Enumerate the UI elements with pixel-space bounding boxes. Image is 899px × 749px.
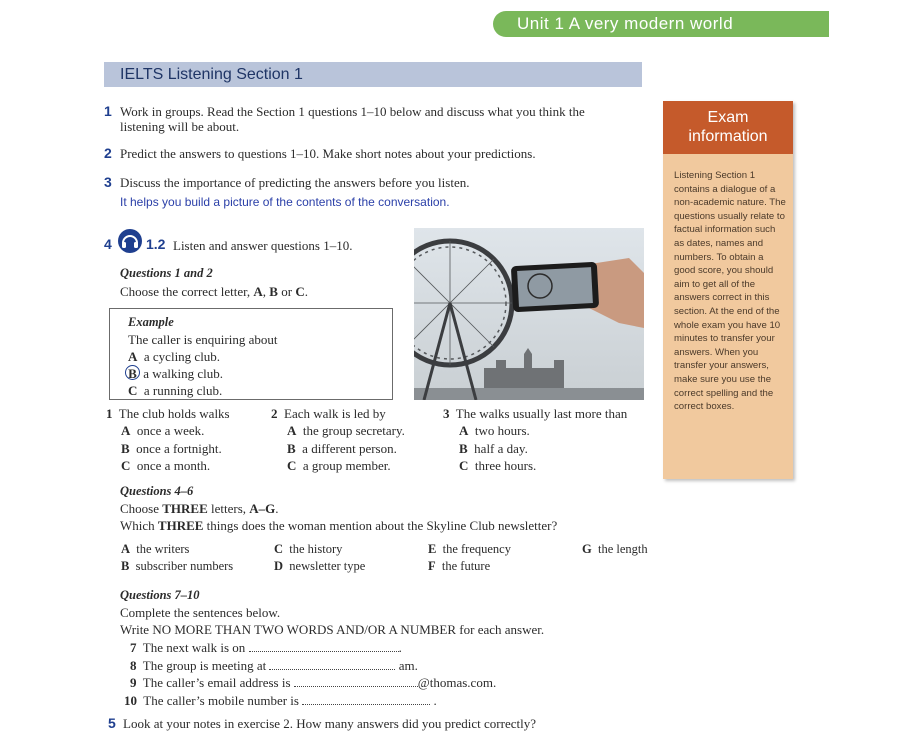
exam-information-title bbox=[663, 101, 793, 154]
option-letter: A bbox=[121, 542, 131, 556]
question-2-stem bbox=[271, 406, 386, 422]
exercise-1-text-line1: Work in groups. Read the Section 1 questions 1–10 below and discuss what you think the bbox=[120, 104, 585, 119]
questions-1-2-heading: Questions 1 and 2 bbox=[120, 266, 213, 280]
option-letter: A bbox=[121, 423, 131, 438]
instr-text: Which bbox=[120, 518, 158, 533]
example-option-a bbox=[128, 349, 220, 365]
question-number: 1 bbox=[106, 406, 113, 421]
q4-6-option-e[interactable] bbox=[428, 542, 511, 557]
exercise-2-text: Predict the answers to questions 1–10. Make short notes about your predictions. bbox=[120, 146, 536, 161]
instr-text: things does the woman mention about the Skyline Club newsletter? bbox=[203, 518, 558, 533]
exercise-3-number: 3 bbox=[104, 174, 112, 190]
question-8 bbox=[130, 658, 418, 674]
q2-option-a[interactable] bbox=[287, 423, 405, 439]
question-text: The next walk is on bbox=[142, 640, 246, 655]
instr-range: A–G bbox=[249, 501, 276, 516]
option-letter: A bbox=[287, 423, 297, 438]
circled-answer: B bbox=[125, 365, 140, 380]
option-letter: G bbox=[582, 542, 592, 556]
exercise-3-text: Discuss the importance of predicting the answers before you listen. bbox=[120, 175, 470, 190]
question-7 bbox=[130, 640, 402, 656]
q4-6-option-d[interactable] bbox=[274, 559, 365, 574]
example-stem: The caller is enquiring about bbox=[128, 332, 278, 347]
q1-option-b[interactable] bbox=[121, 441, 222, 457]
instr-bold: THREE bbox=[162, 501, 208, 516]
option-text: the future bbox=[441, 559, 491, 573]
exercise-5-text: Look at your notes in exercise 2. How many answers did you predict correctly? bbox=[123, 716, 536, 731]
option-letter: C bbox=[287, 458, 297, 473]
question-end: @thomas.com. bbox=[417, 675, 497, 690]
option-letter: B bbox=[121, 559, 130, 573]
question-number: 2 bbox=[271, 406, 278, 421]
instr-text: Choose bbox=[120, 501, 163, 516]
questions-1-2-instruction bbox=[120, 284, 308, 300]
example-option-b bbox=[128, 365, 223, 382]
question-10 bbox=[124, 693, 437, 709]
option-letter: E bbox=[428, 542, 437, 556]
exam-information-box bbox=[663, 101, 793, 479]
option-letter: D bbox=[274, 559, 284, 573]
q2-option-b[interactable] bbox=[287, 441, 397, 457]
question-text: The caller’s email address is bbox=[142, 675, 291, 690]
q2-option-c[interactable] bbox=[287, 458, 391, 474]
q4-6-option-g[interactable] bbox=[582, 542, 648, 557]
question-text: The walks usually last more than bbox=[455, 406, 628, 421]
option-letter: A bbox=[128, 349, 138, 364]
option-text: two hours. bbox=[474, 423, 530, 438]
answer-blank-9[interactable] bbox=[294, 676, 418, 687]
exercise-1-text-line2: listening will be about. bbox=[120, 119, 240, 134]
questions-4-6-heading: Questions 4–6 bbox=[120, 484, 194, 498]
question-text: The club holds walks bbox=[118, 406, 230, 421]
question-end: am. bbox=[398, 658, 418, 673]
option-letter: C bbox=[128, 383, 138, 398]
headphones-icon[interactable] bbox=[116, 228, 144, 254]
option-letter: B bbox=[121, 441, 130, 456]
q4-6-option-b[interactable] bbox=[121, 559, 233, 574]
question-number: 8 bbox=[130, 658, 137, 673]
question-3-stem bbox=[443, 406, 627, 422]
instr-end: . bbox=[304, 284, 308, 299]
q1-option-c[interactable] bbox=[121, 458, 210, 474]
q3-option-a[interactable] bbox=[459, 423, 530, 439]
option-letter: A bbox=[459, 423, 469, 438]
example-option-c bbox=[128, 383, 222, 399]
exam-title-line1: Exam bbox=[707, 109, 749, 126]
option-text: once a month. bbox=[136, 458, 211, 473]
track-number: 1.2 bbox=[146, 236, 166, 252]
instr-letter-c: C bbox=[295, 284, 305, 299]
option-text: the length bbox=[597, 542, 648, 556]
exercise-3-answer: It helps you build a picture of the contents of the conversation. bbox=[120, 195, 450, 209]
question-text: The group is meeting at bbox=[142, 658, 267, 673]
option-letter: C bbox=[121, 458, 131, 473]
question-text: The caller’s mobile number is bbox=[143, 693, 299, 708]
exercise-5-number: 5 bbox=[108, 715, 116, 731]
option-text: a cycling club. bbox=[143, 349, 221, 364]
option-text: the history bbox=[289, 542, 343, 556]
option-text: once a fortnight. bbox=[136, 441, 222, 456]
option-text: newsletter type bbox=[289, 559, 366, 573]
unit-banner: Unit 1 A very modern world bbox=[493, 11, 829, 37]
questions-7-10-instruction-1: Complete the sentences below. bbox=[120, 605, 281, 620]
question-1-stem bbox=[106, 406, 230, 422]
question-number: 3 bbox=[443, 406, 450, 421]
question-end: . bbox=[433, 693, 437, 708]
q3-option-c[interactable] bbox=[459, 458, 536, 474]
questions-7-10-heading: Questions 7–10 bbox=[120, 588, 200, 602]
section-title: IELTS Listening Section 1 bbox=[104, 62, 642, 87]
option-text: the frequency bbox=[442, 542, 511, 556]
question-number: 7 bbox=[130, 640, 137, 655]
instr-text: Choose the correct letter, bbox=[120, 284, 254, 299]
option-letter: C bbox=[459, 458, 469, 473]
option-text: the writers bbox=[136, 542, 190, 556]
questions-7-10-instruction-2: Write NO MORE THAN TWO WORDS AND/OR A NUMBER for each answer. bbox=[120, 622, 545, 637]
answer-blank-8[interactable] bbox=[269, 659, 395, 670]
question-number: 9 bbox=[130, 675, 137, 690]
option-letter: B bbox=[459, 441, 468, 456]
exercise-1-number: 1 bbox=[104, 103, 112, 119]
instr-bold: THREE bbox=[157, 518, 204, 533]
q1-option-a[interactable] bbox=[121, 423, 204, 439]
option-letter: B bbox=[287, 441, 296, 456]
instr-comma: , bbox=[262, 284, 270, 299]
option-text: once a week. bbox=[136, 423, 205, 438]
q4-6-option-f[interactable] bbox=[428, 559, 490, 574]
answer-blank-7[interactable] bbox=[249, 641, 399, 652]
option-text: a different person. bbox=[302, 441, 397, 456]
option-text: three hours. bbox=[474, 458, 537, 473]
option-text: a group member. bbox=[302, 458, 391, 473]
exam-title-line2: information bbox=[688, 128, 768, 145]
option-letter: F bbox=[428, 559, 436, 573]
instr-text: letters, bbox=[207, 501, 250, 516]
questions-4-6-instruction-1 bbox=[120, 501, 279, 517]
exercise-4-text: Listen and answer questions 1–10. bbox=[173, 238, 353, 253]
question-text: Each walk is led by bbox=[284, 406, 386, 421]
q4-6-option-a[interactable] bbox=[121, 542, 189, 557]
option-text: the group secretary. bbox=[302, 423, 405, 438]
exam-information-body: Listening Section 1 contains a dialogue of a non-academic nature. The questions usually relate to factual information such as dates, names and numbers. To obtain a good score, you should aim to get all of the answers correct in this section. At the end of the whole exam you have 10 minutes to transfer your answers. When you transfer your answers, make sure you use the correct spelling and the correct boxes. bbox=[674, 170, 786, 413]
instr-or: or bbox=[277, 284, 296, 299]
q3-option-b[interactable] bbox=[459, 441, 528, 457]
option-text: a walking club. bbox=[143, 366, 224, 381]
option-text: a running club. bbox=[143, 383, 223, 398]
option-letter: C bbox=[274, 542, 284, 556]
answer-blank-10[interactable] bbox=[302, 694, 430, 705]
option-text: subscriber numbers bbox=[135, 559, 234, 573]
question-9 bbox=[130, 675, 496, 691]
question-end: . bbox=[398, 640, 402, 655]
exercise-2-number: 2 bbox=[104, 145, 112, 161]
instr-letter-b: B bbox=[269, 284, 278, 299]
london-eye-photo bbox=[414, 228, 644, 400]
exercise-4-number: 4 bbox=[104, 236, 112, 252]
example-label: Example bbox=[128, 315, 174, 329]
instr-end: . bbox=[275, 501, 279, 516]
instr-letter-a: A bbox=[253, 284, 263, 299]
q4-6-option-c[interactable] bbox=[274, 542, 342, 557]
option-text: half a day. bbox=[474, 441, 528, 456]
questions-4-6-instruction-2 bbox=[120, 518, 557, 534]
question-number: 10 bbox=[124, 693, 137, 708]
